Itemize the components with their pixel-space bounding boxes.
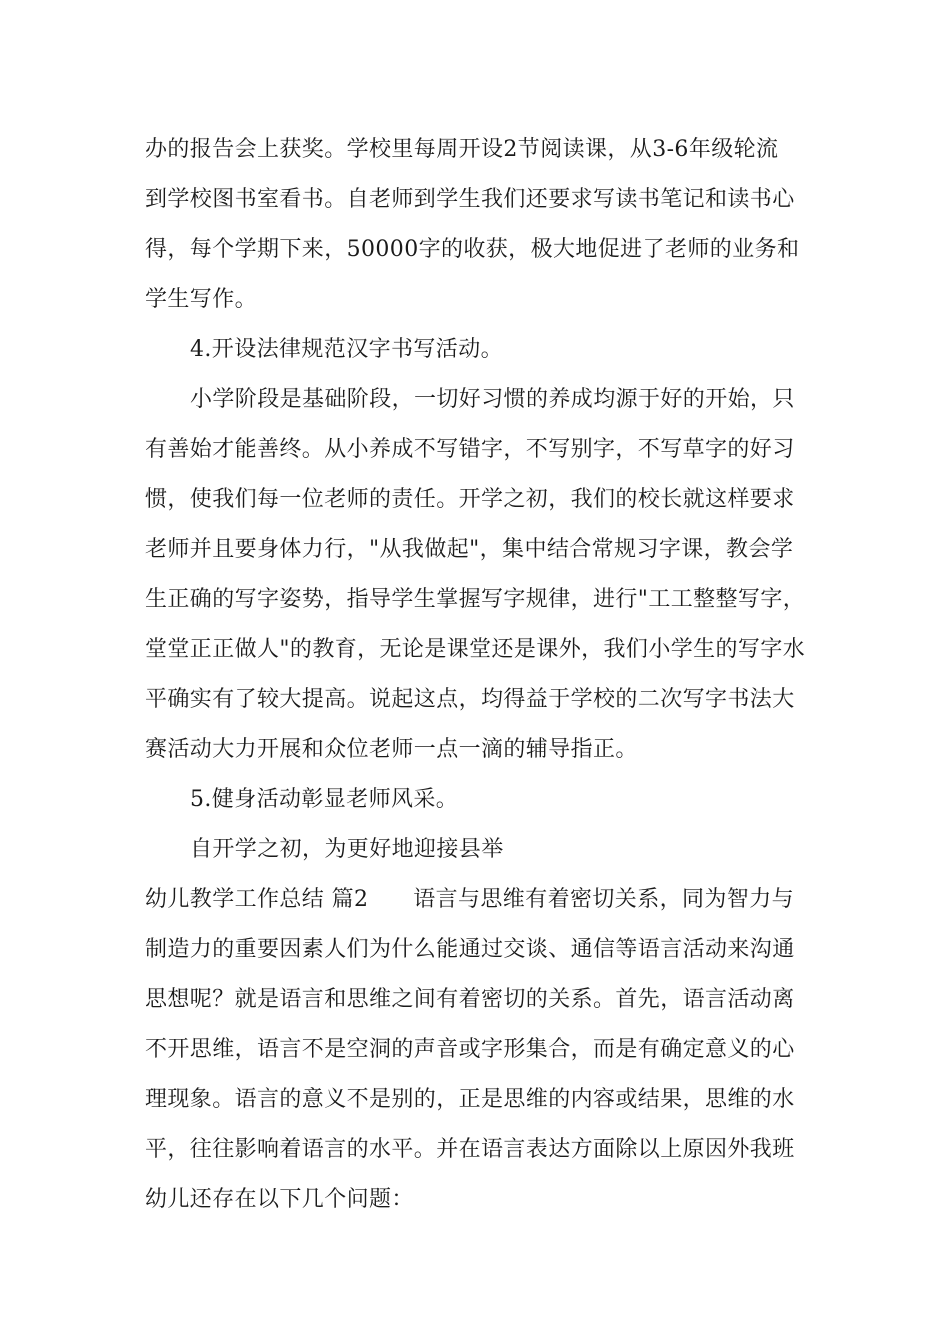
article-title-line: 幼儿教学工作总结 篇2 语言与思维有着密切关系，同为智力与 [145, 887, 794, 912]
text-line: 小学阶段是基础阶段，一切好习惯的养成均源于好的开始，只 [190, 387, 795, 412]
text-line: 有善始才能善终。从小养成不写错字，不写别字，不写草字的好习 [145, 437, 795, 462]
text-line: 平，往往影响着语言的水平。并在语言表达方面除以上原因外我班 [145, 1137, 795, 1162]
text-line: 思想呢？就是语言和思维之间有着密切的关系。首先，语言活动离 [145, 987, 795, 1012]
section-heading: 5.健身活动彰显老师风采。 [190, 787, 459, 812]
text-line: 堂堂正正做人"的教育，无论是课堂还是课外，我们小学生的写字水 [145, 637, 806, 662]
text-line: 赛活动大力开展和众位老师一点一滴的辅导指正。 [145, 737, 638, 762]
text-line: 学生写作。 [145, 287, 258, 312]
text-line: 办的报告会上获奖。学校里每周开设2节阅读课，从3-6年级轮流 [145, 137, 779, 162]
text-line: 得，每个学期下来，50000字的收获，极大地促进了老师的业务和 [145, 237, 800, 262]
text-line: 到学校图书室看书。自老师到学生我们还要求写读书笔记和读书心 [145, 187, 795, 212]
text-line: 老师并且要身体力行，"从我做起"，集中结合常规习字课，教会学 [145, 537, 794, 562]
text-line: 生正确的写字姿势，指导学生掌握写字规律，进行"工工整整写字， [145, 587, 806, 612]
text-line: 幼儿还存在以下几个问题： [145, 1187, 414, 1212]
text-line: 平确实有了较大提高。说起这点，均得益于学校的二次写字书法大 [145, 687, 795, 712]
text-line: 制造力的重要因素人们为什么能通过交谈、通信等语言活动来沟通 [145, 937, 795, 962]
text-line: 惯，使我们每一位老师的责任。开学之初，我们的校长就这样要求 [145, 487, 795, 512]
text-line: 自开学之初，为更好地迎接县举 [190, 837, 504, 862]
text-line: 不开思维，语言不是空洞的声音或字形集合，而是有确定意义的心 [145, 1037, 795, 1062]
text-line: 理现象。语言的意义不是别的，正是思维的内容或结果，思维的水 [145, 1087, 795, 1112]
section-heading: 4.开设法律规范汉字书写活动。 [190, 337, 503, 362]
